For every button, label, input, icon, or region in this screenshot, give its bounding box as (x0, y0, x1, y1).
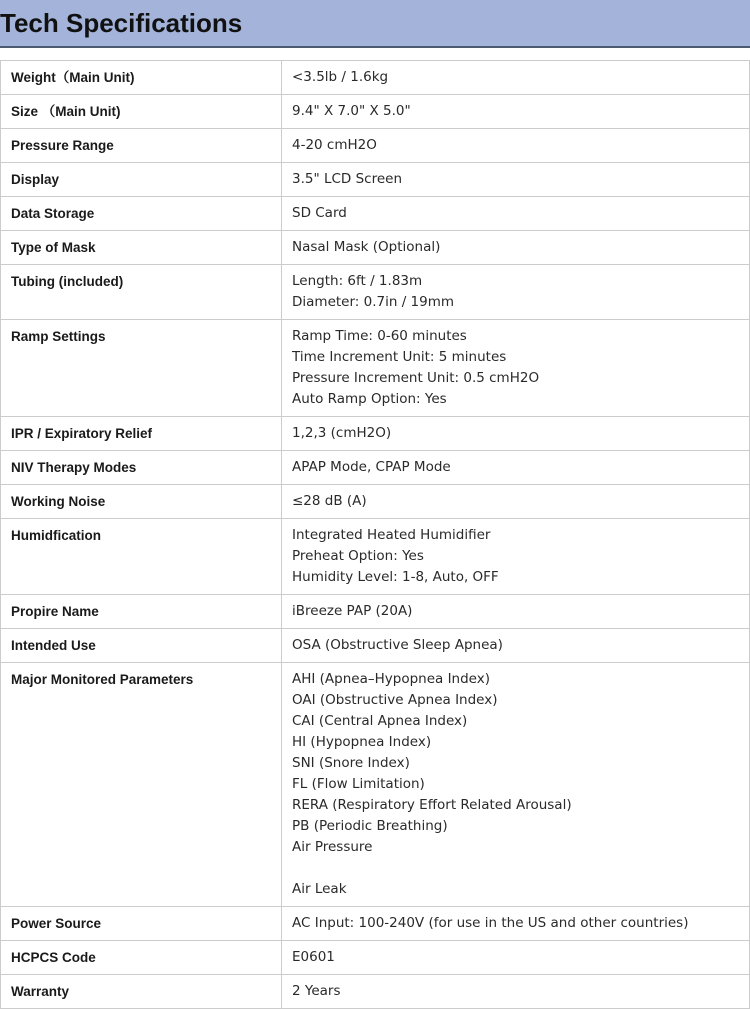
spec-value (282, 595, 750, 629)
spec-row (1, 129, 750, 163)
spec-value-line: Length: 6ft / 1.83m (292, 273, 423, 289)
spec-value-line: SNI (Snore Index) (292, 755, 410, 771)
spec-label: Propire Name (1, 595, 282, 629)
spec-row (1, 95, 750, 129)
spec-table (0, 60, 750, 1009)
spec-value (282, 485, 750, 519)
spec-value-line: Diameter: 0.7in / 19mm (292, 294, 455, 310)
spec-value (282, 663, 750, 907)
spec-row (1, 197, 750, 231)
spec-value (282, 320, 750, 417)
spec-value-line: Air Pressure (292, 839, 373, 855)
spec-row (1, 907, 750, 941)
spec-value-line: OSA (Obstructive Sleep Apnea) (292, 637, 503, 653)
spec-value-line: SD Card (292, 205, 347, 221)
spec-row (1, 941, 750, 975)
spec-label: Power Source (1, 907, 282, 941)
spec-value-line: RERA (Respiratory Effort Related Arousal) (292, 797, 572, 813)
spec-value-line: Time Increment Unit: 5 minutes (292, 349, 507, 365)
spec-label: IPR / Expiratory Relief (1, 417, 282, 451)
spec-value-line: PB (Periodic Breathing) (292, 818, 448, 834)
spec-label: Type of Mask (1, 231, 282, 265)
spec-label: Warranty (1, 975, 282, 1009)
spec-value-line: E0601 (292, 949, 335, 965)
spec-value (282, 941, 750, 975)
spec-value-line: Integrated Heated Humidifier (292, 527, 491, 543)
spec-value-line: iBreeze PAP (20A) (292, 603, 413, 619)
spec-row (1, 595, 750, 629)
spec-value-line: 9.4" X 7.0" X 5.0" (292, 103, 411, 119)
spec-value-line: FL (Flow Limitation) (292, 776, 425, 792)
spec-label: Ramp Settings (1, 320, 282, 417)
spec-value-line: <3.5lb / 1.6kg (292, 69, 389, 85)
spec-label: Tubing (included) (1, 265, 282, 320)
spec-row (1, 485, 750, 519)
spec-value (282, 231, 750, 265)
spec-value (282, 129, 750, 163)
spec-value-line: AC Input: 100-240V (for use in the US and other countries) (292, 915, 689, 931)
spec-value-line: OAI (Obstructive Apnea Index) (292, 692, 498, 708)
spec-table-body (1, 61, 750, 1009)
spec-label: HCPCS Code (1, 941, 282, 975)
spec-row (1, 451, 750, 485)
spec-row (1, 61, 750, 95)
spec-label: Humidfication (1, 519, 282, 595)
spec-value-line: Auto Ramp Option: Yes (292, 391, 447, 407)
spec-value (282, 197, 750, 231)
spec-value (282, 519, 750, 595)
spec-value-line: 3.5" LCD Screen (292, 171, 403, 187)
spec-value-line: Nasal Mask (Optional) (292, 239, 441, 255)
spec-value-line: AHI (Apnea–Hypopnea Index) (292, 671, 491, 687)
page-title: Tech Specifications (0, 8, 243, 38)
spec-value-line: 1,2,3 (cmH2O) (292, 425, 392, 441)
spec-row (1, 975, 750, 1009)
spec-value-line: Humidity Level: 1-8, Auto, OFF (292, 569, 499, 585)
spec-row (1, 519, 750, 595)
spec-value-line: Ramp Time: 0-60 minutes (292, 328, 467, 344)
spec-label: Intended Use (1, 629, 282, 663)
spec-value (282, 61, 750, 95)
spec-value-line: 2 Years (292, 983, 341, 999)
spec-label: Data Storage (1, 197, 282, 231)
spec-value (282, 907, 750, 941)
spec-row (1, 231, 750, 265)
spec-value-line: ≤28 dB (A) (292, 493, 367, 509)
spec-row (1, 320, 750, 417)
spec-value (282, 163, 750, 197)
spec-value (282, 451, 750, 485)
spec-label: Working Noise (1, 485, 282, 519)
spec-value (282, 975, 750, 1009)
spec-value-line: Preheat Option: Yes (292, 548, 424, 564)
spec-label: Display (1, 163, 282, 197)
page-header (0, 0, 750, 48)
spec-value-line (292, 858, 739, 879)
spec-value (282, 95, 750, 129)
spec-label: Pressure Range (1, 129, 282, 163)
spec-value (282, 629, 750, 663)
spec-value-line: APAP Mode, CPAP Mode (292, 459, 451, 475)
spec-value (282, 417, 750, 451)
spec-row (1, 629, 750, 663)
spec-label: Size （Main Unit) (1, 95, 282, 129)
spec-value-line: Pressure Increment Unit: 0.5 cmH2O (292, 370, 540, 386)
spec-label: Major Monitored Parameters (1, 663, 282, 907)
spec-value-line: 4-20 cmH2O (292, 137, 377, 153)
spec-row (1, 663, 750, 907)
spec-value-line: CAI (Central Apnea Index) (292, 713, 468, 729)
spec-row (1, 417, 750, 451)
spec-value-line: Air Leak (292, 881, 347, 897)
spec-row (1, 265, 750, 320)
spec-value (282, 265, 750, 320)
spec-label: NIV Therapy Modes (1, 451, 282, 485)
spec-value-line: HI (Hypopnea Index) (292, 734, 432, 750)
spec-label: Weight（Main Unit) (1, 61, 282, 95)
spec-row (1, 163, 750, 197)
